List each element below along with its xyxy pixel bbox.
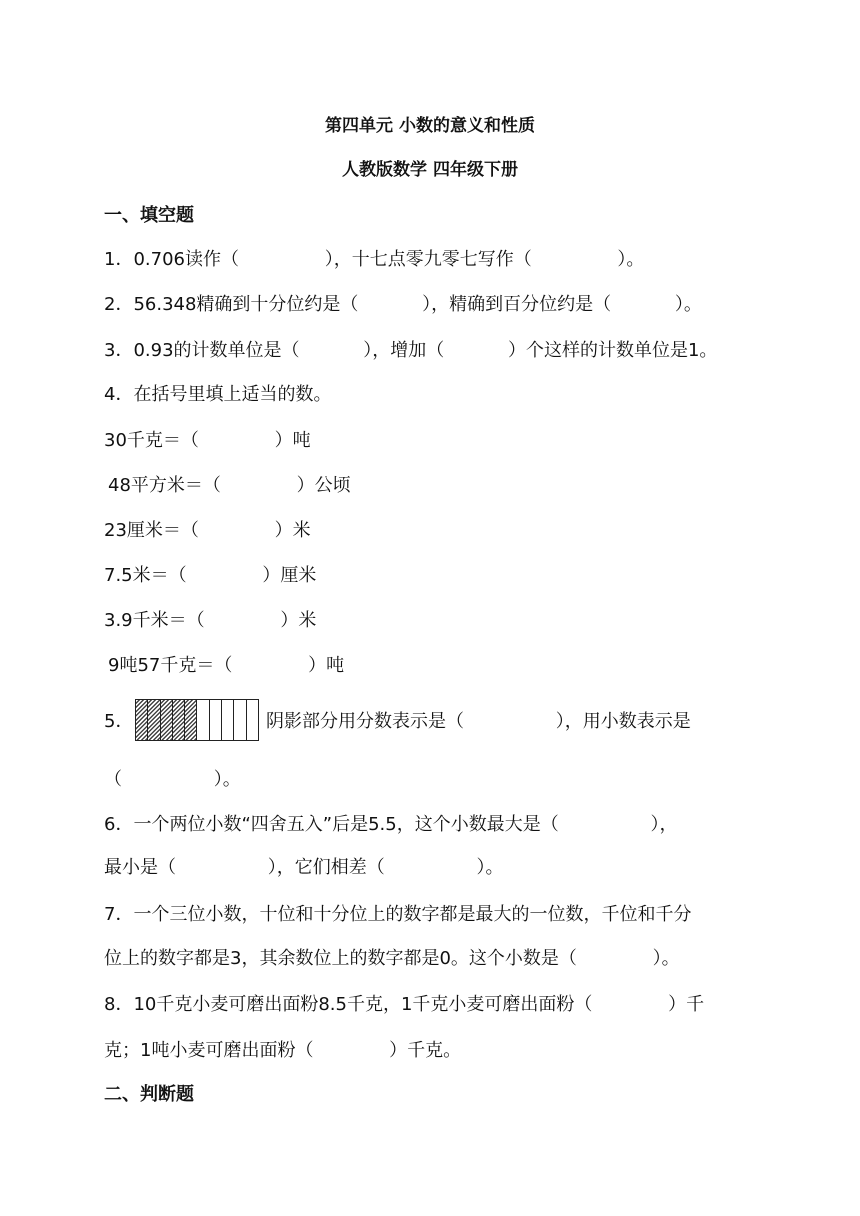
- page-title: 第四单元 小数的意义和性质: [325, 116, 535, 136]
- section-judgment: 二、判断题: [104, 1084, 194, 1105]
- section-fill-in: 一、填空题: [104, 205, 194, 226]
- shaded-fraction-bar: [135, 699, 259, 741]
- question-3: 3．0.93的计数单位是（ ），增加（ ）个这样的计数单位是1。: [104, 340, 718, 361]
- question-2: 2．56.348精确到十分位约是（ ），精确到百分位约是（ ）。: [104, 294, 702, 315]
- page-subtitle: 人教版数学 四年级下册: [342, 160, 518, 180]
- question-8-line-2: 克；1吨小麦可磨出面粉（ ）千克。: [104, 1040, 462, 1061]
- blank-cell: [234, 700, 246, 740]
- question-4-item-a: 30千克＝（ ）吨: [104, 430, 311, 451]
- question-4-item-d: 7.5米＝（ ）厘米: [104, 565, 317, 586]
- question-1: 1．0.706读作（ ），十七点零九零七写作（ ）。: [104, 249, 645, 270]
- question-5: 阴影部分用分数表示是（ ），用小数表示是: [266, 711, 691, 732]
- question-6-line-2: 最小是（ ），它们相差（ ）。: [104, 857, 504, 878]
- blank-cell: [210, 700, 222, 740]
- question-4-item-b: 48平方米＝（ ）公顷: [108, 475, 351, 496]
- question-7-line-2: 位上的数字都是3，其余数位上的数字都是0。这个小数是（ ）。: [104, 948, 680, 969]
- shaded-cell: [161, 700, 173, 740]
- question-4-item-c: 23厘米＝（ ）米: [104, 520, 311, 541]
- blank-cell: [247, 700, 258, 740]
- question-4-item-f: 9吨57千克＝（ ）吨: [108, 655, 345, 676]
- question-6-line-1: 6．一个两位小数“四舍五入”后是5.5，这个小数最大是（ ），: [104, 814, 678, 835]
- question-5-number: 5．: [104, 711, 134, 732]
- shaded-cell: [185, 700, 197, 740]
- blank-cell: [197, 700, 209, 740]
- shaded-cell: [136, 700, 148, 740]
- blank-cell: [222, 700, 234, 740]
- shaded-cell: [148, 700, 160, 740]
- shaded-cell: [173, 700, 185, 740]
- question-7-line-1: 7．一个三位小数，十位和十分位上的数字都是最大的一位数，千位和千分: [104, 904, 692, 925]
- question-4-item-e: 3.9千米＝（ ）米: [104, 610, 317, 631]
- question-8-line-1: 8．10千克小麦可磨出面粉8.5千克，1千克小麦可磨出面粉（ ）千: [104, 994, 705, 1015]
- question-4: 4．在括号里填上适当的数。: [104, 384, 332, 405]
- question-5-continued: （ ）。: [104, 769, 241, 790]
